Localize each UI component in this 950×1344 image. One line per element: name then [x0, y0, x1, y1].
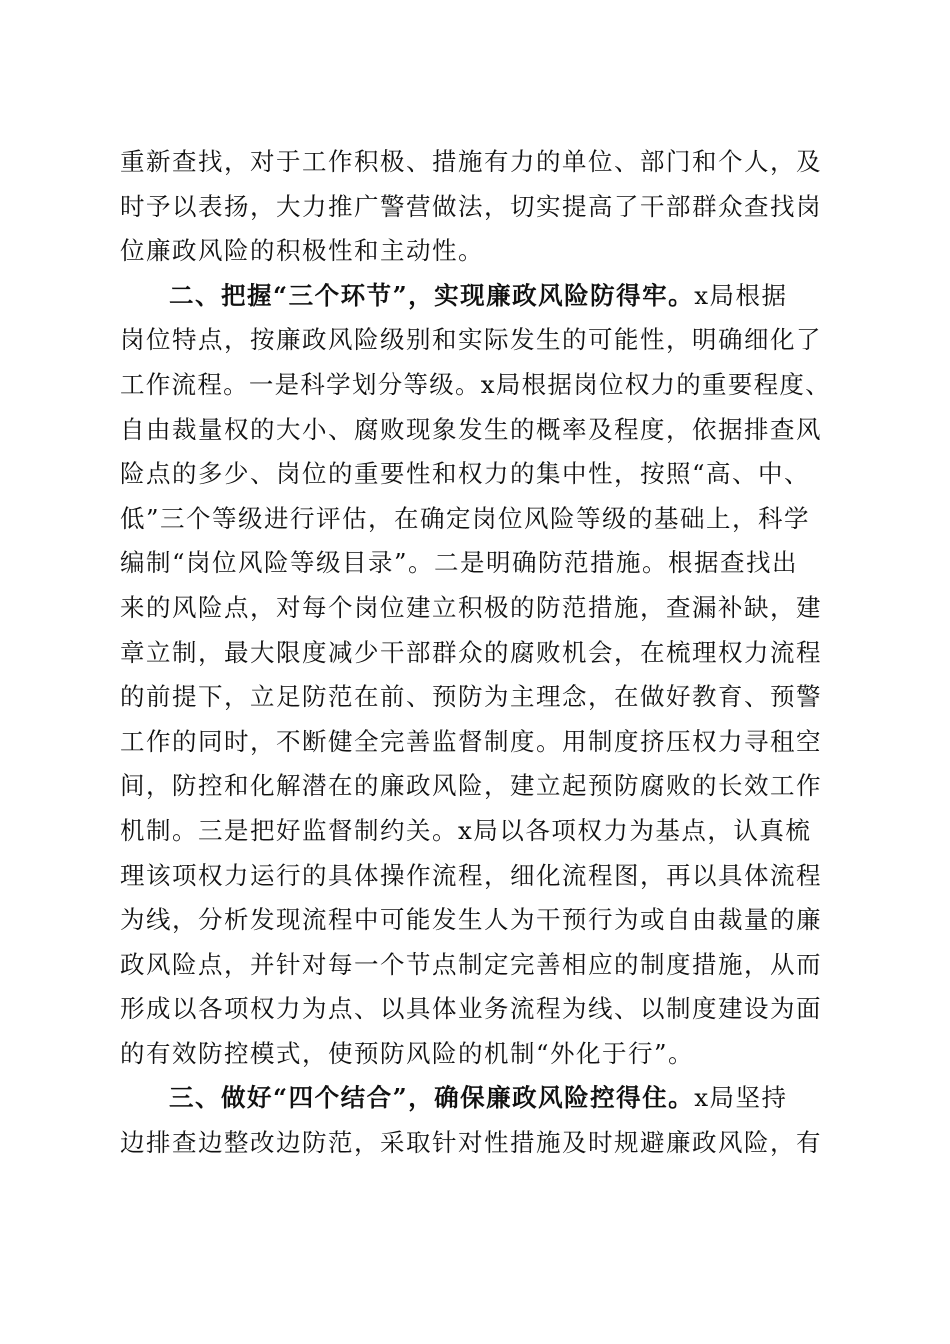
text-line: 重新查找，对于工作积极、措施有力的单位、部门和个人，及	[120, 147, 822, 176]
text-line: 时予以表扬，大力推广警营做法，切实提高了干部群众查找岗	[120, 191, 822, 221]
paragraph-2-first-line	[120, 274, 832, 319]
document-body	[120, 140, 832, 1166]
text-line: 政风险点，并针对每一个节点制定完善相应的制度措施，从而	[120, 949, 822, 979]
text-line: 理该项权力运行的具体操作流程，细化流程图，再以具体流程	[120, 860, 822, 890]
paragraph-2	[120, 274, 832, 1077]
text-line: 为线，分析发现流程中可能发生人为干预行为或自由裁量的廉	[120, 905, 822, 935]
text-line: 自由裁量权的大小、腐败现象发生的概率及程度，依据排查风	[120, 414, 822, 444]
text-line: 的前提下，立足防范在前、预防为主理念，在做好教育、预警	[120, 682, 822, 712]
text-line: 来的风险点，对每个岗位建立积极的防范措施，查漏补缺，建	[120, 592, 822, 622]
text-line: 工作流程。一是科学划分等级。x局根据岗位权力的重要程度、	[120, 369, 831, 399]
paragraph-3	[120, 1076, 832, 1165]
paragraph-1	[120, 140, 832, 274]
text-line: 低”三个等级进行评估，在确定岗位风险等级的基础上，科学	[120, 503, 811, 533]
section-heading-2: 二、把握“三个环节”，实现廉政风险防得牢。	[169, 280, 695, 310]
text-line: 岗位特点，按廉政风险级别和实际发生的可能性，明确细化了	[120, 325, 822, 355]
text-line: 间，防控和化解潜在的廉政风险，建立起预防腐败的长效工作	[120, 771, 822, 801]
text-line: 险点的多少、岗位的重要性和权力的集中性，按照“高、中、	[120, 459, 811, 489]
paragraph-3-first-line	[120, 1076, 832, 1121]
text-line: 编制“岗位风险等级目录”。二是明确防范措施。根据查找出	[120, 548, 799, 578]
text-line: 边排查边整改边防范，采取针对性措施及时规避廉政风险，有	[120, 1128, 822, 1158]
text-run: x局根据	[694, 280, 788, 310]
text-line: 机制。三是把好监督制约关。x局以各项权力为基点，认真梳	[120, 815, 812, 845]
text-line: 的有效防控模式，使预防风险的机制“外化于行”。	[120, 1038, 695, 1068]
section-heading-3: 三、做好“四个结合”，确保廉政风险控得住。	[169, 1083, 695, 1113]
text-line: 位廉政风险的积极性和主动性。	[120, 236, 484, 266]
text-line: 形成以各项权力为点、以具体业务流程为线、以制度建设为面	[120, 994, 822, 1024]
text-line: 工作的同时，不断健全完善监督制度。用制度挤压权力寻租空	[120, 726, 822, 756]
text-line: 章立制，最大限度减少干部群众的腐败机会，在梳理权力流程	[120, 637, 822, 667]
text-run: x局坚持	[694, 1083, 788, 1113]
